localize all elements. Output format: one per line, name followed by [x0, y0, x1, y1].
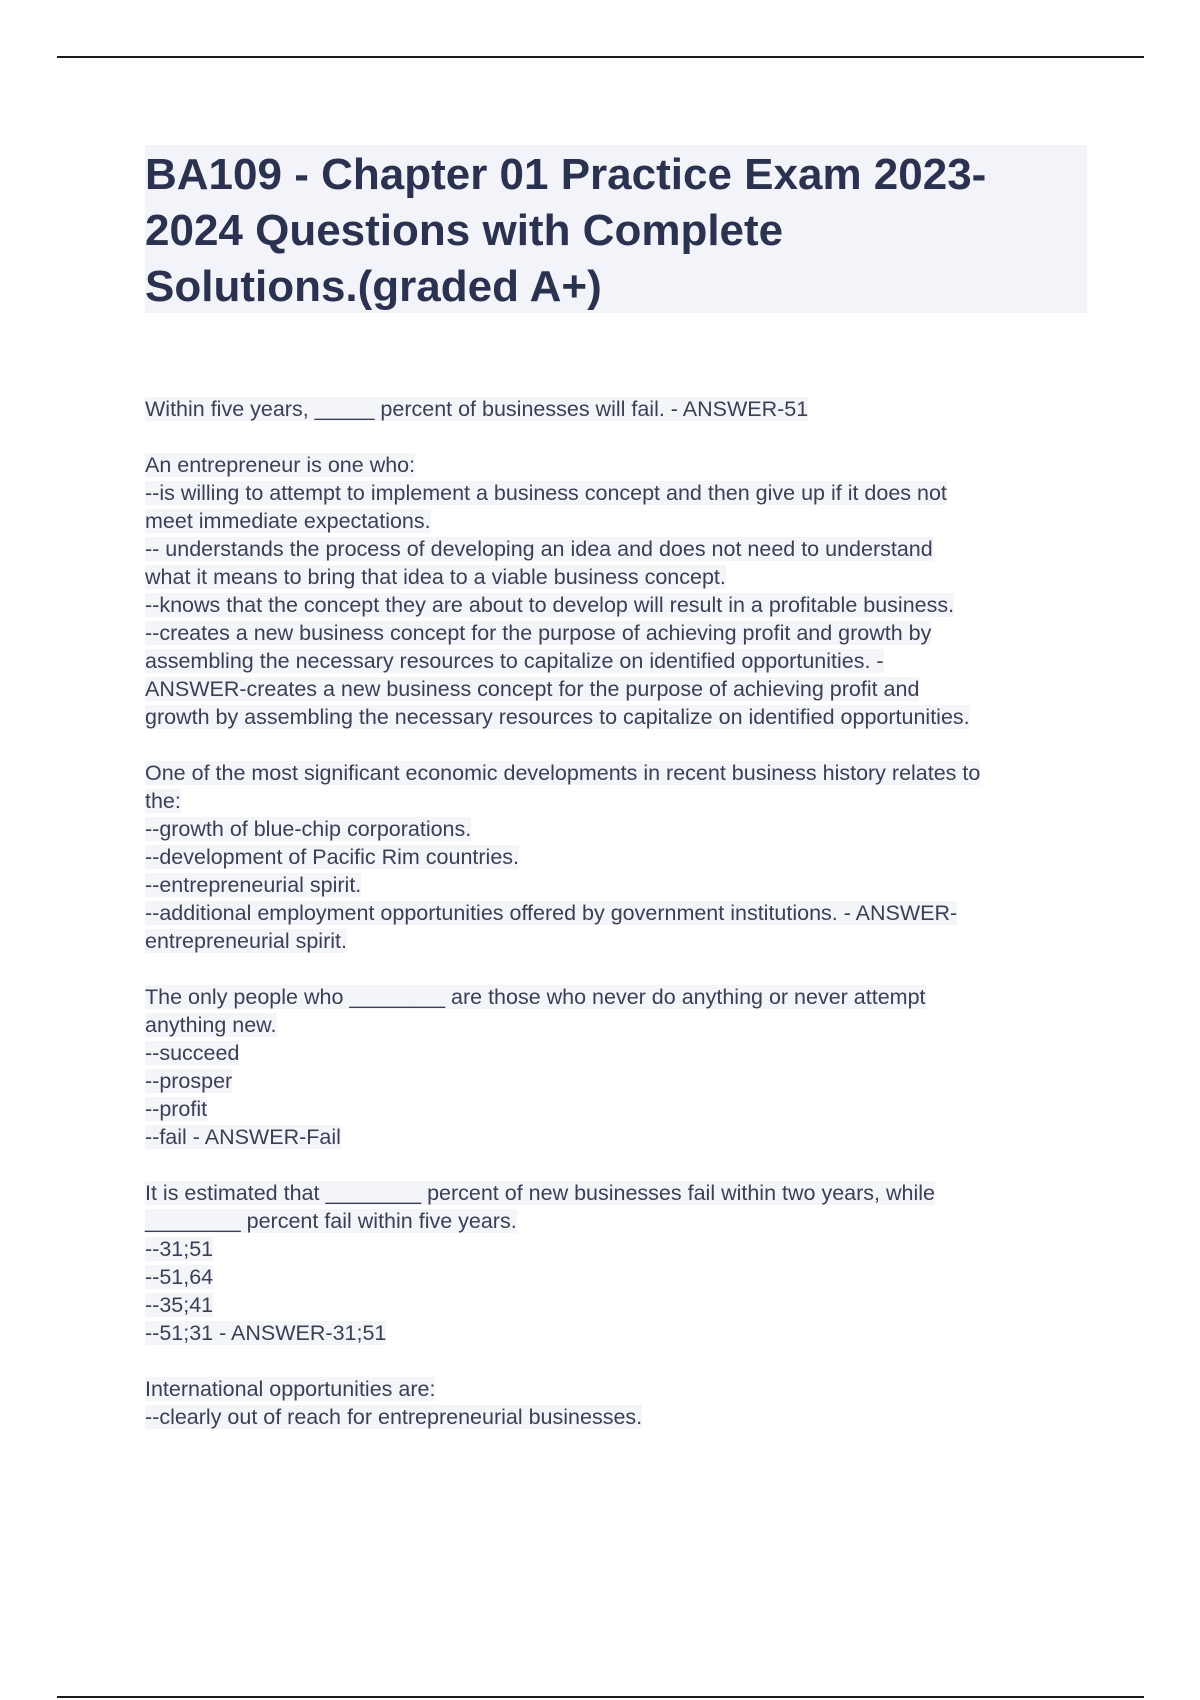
- question-line: --35;41: [145, 1293, 214, 1317]
- question-line: Within five years, _____ percent of businesses will fail. - ANSWER-51: [145, 397, 809, 421]
- question-line: --clearly out of reach for entrepreneurial businesses.: [145, 1405, 643, 1429]
- question-1: [145, 395, 1095, 423]
- question-line: --profit: [145, 1097, 208, 1121]
- question-line: --knows that the concept they are about to develop will result in a profitable business.: [145, 593, 955, 617]
- question-line: One of the most significant economic developments in recent business history relates to: [145, 761, 981, 785]
- question-line: --51,64: [145, 1265, 214, 1289]
- question-line: --creates a new business concept for the purpose of achieving profit and growth by: [145, 621, 932, 645]
- question-line: meet immediate expectations.: [145, 509, 431, 533]
- question-line: entrepreneurial spirit.: [145, 929, 347, 953]
- question-line: assembling the necessary resources to capitalize on identified opportunities. -: [145, 649, 884, 673]
- question-line: --entrepreneurial spirit.: [145, 873, 362, 897]
- question-line: The only people who ________ are those who never do anything or never attempt: [145, 985, 926, 1009]
- question-line: the:: [145, 789, 181, 813]
- question-line: An entrepreneur is one who:: [145, 453, 416, 477]
- page-title: BA109 - Chapter 01 Practice Exam 2023- 2024 Questions with Complete Solutions.(graded A+): [145, 150, 987, 311]
- question-line: --31;51: [145, 1237, 214, 1261]
- question-line: --fail - ANSWER-Fail: [145, 1125, 341, 1149]
- question-line: --is willing to attempt to implement a business concept and then give up if it does not: [145, 481, 947, 505]
- top-rule: [57, 56, 1144, 58]
- question-line: --growth of blue-chip corporations.: [145, 817, 472, 841]
- question-line: --prosper: [145, 1069, 233, 1093]
- question-line: ________ percent fail within five years.: [145, 1209, 517, 1233]
- question-line: anything new.: [145, 1013, 277, 1037]
- question-line: It is estimated that ________ percent of new businesses fail within two years, while: [145, 1181, 935, 1205]
- question-line: --additional employment opportunities offered by government institutions. - ANSWER-: [145, 901, 958, 925]
- question-list: [145, 395, 1095, 1459]
- question-4: [145, 983, 1095, 1151]
- title-block: [145, 145, 1087, 313]
- question-2: [145, 451, 1095, 731]
- question-line: --51;31 - ANSWER-31;51: [145, 1321, 387, 1345]
- question-3: [145, 759, 1095, 955]
- question-line: -- understands the process of developing an idea and does not need to understand: [145, 537, 933, 561]
- question-line: ANSWER-creates a new business concept for the purpose of achieving profit and: [145, 677, 920, 701]
- question-5: [145, 1179, 1095, 1347]
- question-line: --development of Pacific Rim countries.: [145, 845, 520, 869]
- question-6: [145, 1375, 1095, 1431]
- bottom-rule: [57, 1696, 1144, 1698]
- question-line: International opportunities are:: [145, 1377, 436, 1401]
- question-line: --succeed: [145, 1041, 240, 1065]
- question-line: what it means to bring that idea to a viable business concept.: [145, 565, 726, 589]
- question-line: growth by assembling the necessary resources to capitalize on identified opportunities.: [145, 705, 970, 729]
